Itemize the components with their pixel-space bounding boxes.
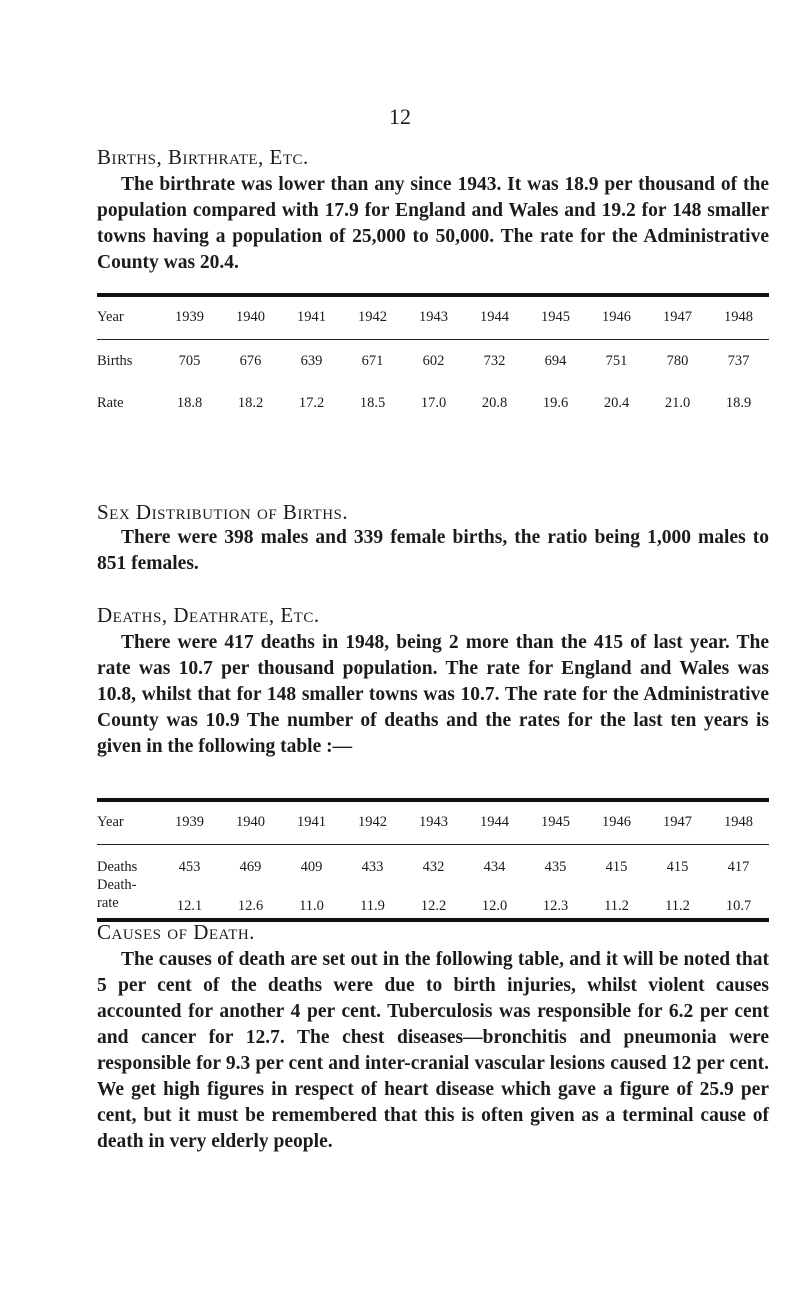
sex-distribution-heading: Sex Distribution of Births. [97,500,349,524]
births-cell: 639 [300,352,323,369]
deaths-cell: 434 [483,859,506,875]
year-cell: 1944 [480,814,509,831]
row-label-line1: Death- [97,877,137,893]
causes-paragraph [97,947,769,1155]
deaths-cell: 415 [605,859,628,875]
deathrate-cell: 10.7 [725,897,752,914]
year-cell: 1947 [663,814,692,831]
deaths-row [97,844,769,876]
births-paragraph [97,172,769,276]
rate-cell: 20.8 [481,394,508,411]
births-table [97,293,769,423]
births-cell: 751 [605,352,628,369]
births-cell: 694 [544,352,567,369]
page-number: 12 [389,104,411,129]
deathrate-cell: 12.1 [176,897,203,914]
year-cell: 1940 [236,814,265,831]
sex-distribution-paragraph [97,525,769,577]
births-cell: 780 [666,352,689,369]
year-cell: 1941 [297,814,326,831]
deaths-cell: 432 [422,859,445,875]
row-label: Deaths [97,859,138,875]
births-table-year-label: Year [97,309,124,326]
year-cell: 1942 [358,309,387,326]
row-label: Births [97,352,133,369]
rate-cell: 19.6 [542,394,569,411]
deathrate-cell: 12.6 [237,897,264,914]
births-cell: 737 [727,352,750,369]
year-cell: 1946 [602,814,631,831]
causes-heading: Causes of Death. [97,920,255,944]
year-cell: 1940 [236,309,265,326]
rate-cell: 18.9 [725,394,752,411]
year-cell: 1945 [541,814,570,831]
births-heading: Births, Birthrate, Etc. [97,145,309,169]
year-cell: 1943 [419,309,448,326]
year-cell: 1943 [419,814,448,831]
deaths-cell: 469 [239,859,262,875]
deaths-cell: 435 [544,859,567,875]
row-label: Rate [97,394,124,411]
rate-cell: 18.2 [237,394,264,411]
deaths-paragraph-text: There were 417 deaths in 1948, being 2 more than the 415 of last year. The rate was 10.7 per thousand population. The rate for England and Wales was 10.8, whilst that for 148 smaller towns was 10.7. The rate for the Administrative County was 10.9 The number of deaths and the rates for the last ten years is given in the following table :— [97,632,769,757]
row-label-line2: rate [97,895,119,911]
deaths-cell: 433 [361,859,384,875]
deaths-table-year-label: Year [97,814,124,831]
births-cell: 732 [483,352,506,369]
births-table-header-row [97,295,769,339]
year-cell: 1941 [297,309,326,326]
row-label [97,876,159,920]
births-paragraph-text: The birthrate was lower than any since 1943. It was 18.9 per thousand of the population compared with 17.9 for England and Wales and 19.2 for 148 smaller towns having a population of 25,000 to 50,000. The rate for the Administrative County was 20.4. [97,174,769,273]
rate-cell: 21.0 [664,394,691,411]
year-cell: 1939 [175,814,204,831]
deaths-cell: 417 [727,859,750,875]
deaths-table-header-row [97,800,769,844]
births-cell: 671 [361,352,384,369]
births-cell: 676 [239,352,262,369]
births-cell: 602 [422,352,445,369]
rate-cell: 17.2 [298,394,325,411]
year-cell: 1948 [724,814,753,831]
deathrate-cell: 12.3 [542,897,569,914]
births-cell: 705 [178,352,201,369]
sex-distribution-text: There were 398 males and 339 female births, the ratio being 1,000 males to 851 females. [97,527,769,574]
deathrate-cell: 12.0 [481,897,508,914]
deathrate-cell: 11.9 [360,897,385,914]
deathrate-cell: 11.2 [665,897,690,914]
rate-cell: 17.0 [420,394,447,411]
rate-cell: 18.5 [359,394,386,411]
deaths-cell: 415 [666,859,689,875]
deaths-table [97,798,769,922]
year-cell: 1944 [480,309,509,326]
deathrate-cell: 11.2 [604,897,629,914]
year-cell: 1948 [724,309,753,326]
rate-row [97,383,769,423]
births-row [97,339,769,383]
year-cell: 1947 [663,309,692,326]
deaths-heading: Deaths, Deathrate, Etc. [97,603,320,627]
year-cell: 1945 [541,309,570,326]
deaths-cell: 409 [300,859,323,875]
deathrate-cell: 12.2 [420,897,447,914]
deathrate-row [97,876,769,920]
rate-cell: 18.8 [176,394,203,411]
year-cell: 1946 [602,309,631,326]
deathrate-cell: 11.0 [299,897,324,914]
deaths-cell: 453 [178,859,201,875]
rate-cell: 20.4 [603,394,630,411]
causes-paragraph-text: The causes of death are set out in the following table, and it will be noted that 5 per cent of the deaths were due to birth injuries, whilst violent causes accounted for another 4 per cent. Tuberculosis was responsible for 6.2 per cent and cancer for 12.7. The chest diseases—bronchitis and pneumonia were responsible for 9.3 per cent and inter-cranial vascular lesions caused 12 per cent. We get high figures in respect of heart disease which gave a figure of 25.9 per cent, but it must be remembered that this is often given as a terminal cause of death in very elderly people. [97,949,769,1152]
year-cell: 1939 [175,309,204,326]
deaths-paragraph [97,630,769,760]
year-cell: 1942 [358,814,387,831]
